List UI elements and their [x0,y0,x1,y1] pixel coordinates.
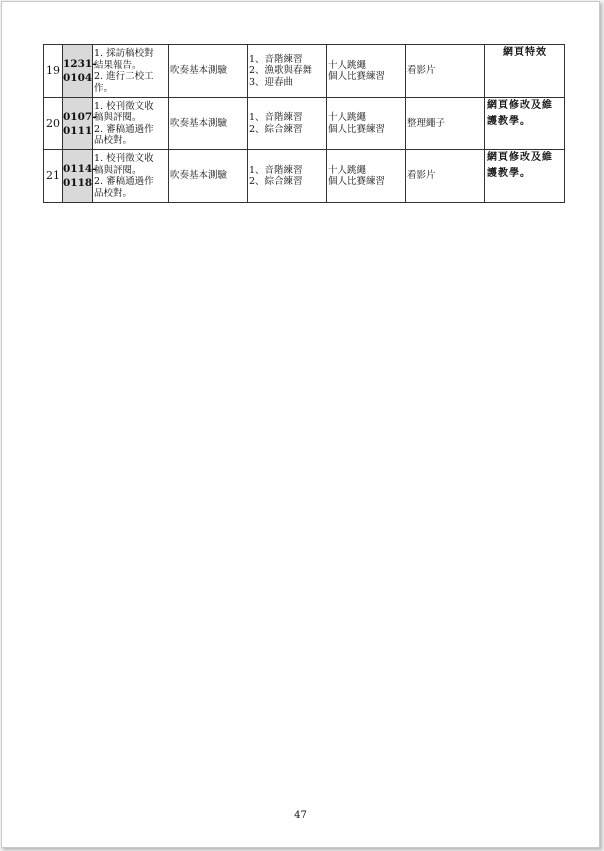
music-practice-cell [248,45,327,98]
task-line: 1. 校刊徵文收 [94,153,154,164]
practice-line: 1、音階練習 [249,164,303,176]
music-practice-cell [248,150,327,203]
web-line: 網頁修改及維 [487,152,553,163]
web-line: 網頁特效 [503,47,547,58]
web-line: 護教學。 [487,168,531,179]
week-number: 20 [44,98,63,150]
practice-line: 1、音階練習 [249,112,303,123]
web-cell [485,98,565,150]
date-start: 1231- [63,58,97,70]
document-page [1,1,600,848]
date-start: 0107- [63,110,97,123]
web-line: 網頁修改及維 [487,100,553,111]
date-end: 0111 [63,124,93,137]
rope-cell [327,150,406,203]
week-number: 19 [44,45,63,98]
task-line: 品校對。 [94,135,133,146]
web-cell [485,150,565,203]
rope-line: 個人比賽練習 [328,123,386,135]
date-range [63,150,97,203]
task-line: 品校對。 [94,187,133,199]
rope-line: 十人跳繩 [328,164,367,176]
activity-cell: 看影片 [406,45,485,98]
rope-line: 十人跳繩 [328,112,367,123]
task-line: 稿與評閱。 [94,164,142,176]
music-test-cell: 吹奏基本測驗 [169,45,248,98]
task-line: 2. 進行二校工 [94,71,154,82]
rope-line: 個人比賽練習 [328,176,386,187]
page-number: 47 [294,810,307,821]
date-range [63,45,97,98]
rope-cell [327,45,406,98]
activity-cell: 看影片 [406,150,485,203]
task-line: 結果報告。 [94,59,142,71]
date-start: 0114- [63,163,97,175]
date-end: 0104 [63,72,93,84]
activity-cell: 整理繩子 [406,98,485,150]
music-test-cell: 吹奏基本測驗 [169,98,248,150]
table-row [44,98,565,150]
task-line: 1. 採訪稿校對 [94,48,154,59]
task-cell [93,98,169,150]
music-practice-cell [248,98,327,150]
practice-line: 2、漁歌與春舞 [249,65,313,77]
practice-line: 3、迎春曲 [249,76,294,88]
table-row [44,150,565,203]
task-cell [93,45,169,98]
practice-line: 2、綜合練習 [249,176,303,187]
task-line: 1. 校刊徵文收 [94,100,154,112]
table-row [44,45,565,98]
schedule-table [43,44,565,203]
date-range [63,98,97,150]
practice-line: 1、音階練習 [249,53,303,65]
task-line: 作。 [94,82,114,94]
rope-line: 十人跳繩 [328,59,367,71]
practice-line: 2、綜合練習 [249,123,303,135]
rope-cell [327,98,406,150]
task-line: 2. 審稿通過作 [94,176,154,187]
task-line: 稿與評閱。 [94,112,142,123]
music-test-cell: 吹奏基本測驗 [169,150,248,203]
task-cell [93,150,169,203]
rope-line: 個人比賽練習 [328,71,386,82]
web-cell [485,45,565,98]
task-line: 2. 審稿通過作 [94,123,154,135]
date-end: 0118 [63,177,93,189]
web-line: 護教學。 [487,116,531,127]
week-number: 21 [44,150,63,203]
